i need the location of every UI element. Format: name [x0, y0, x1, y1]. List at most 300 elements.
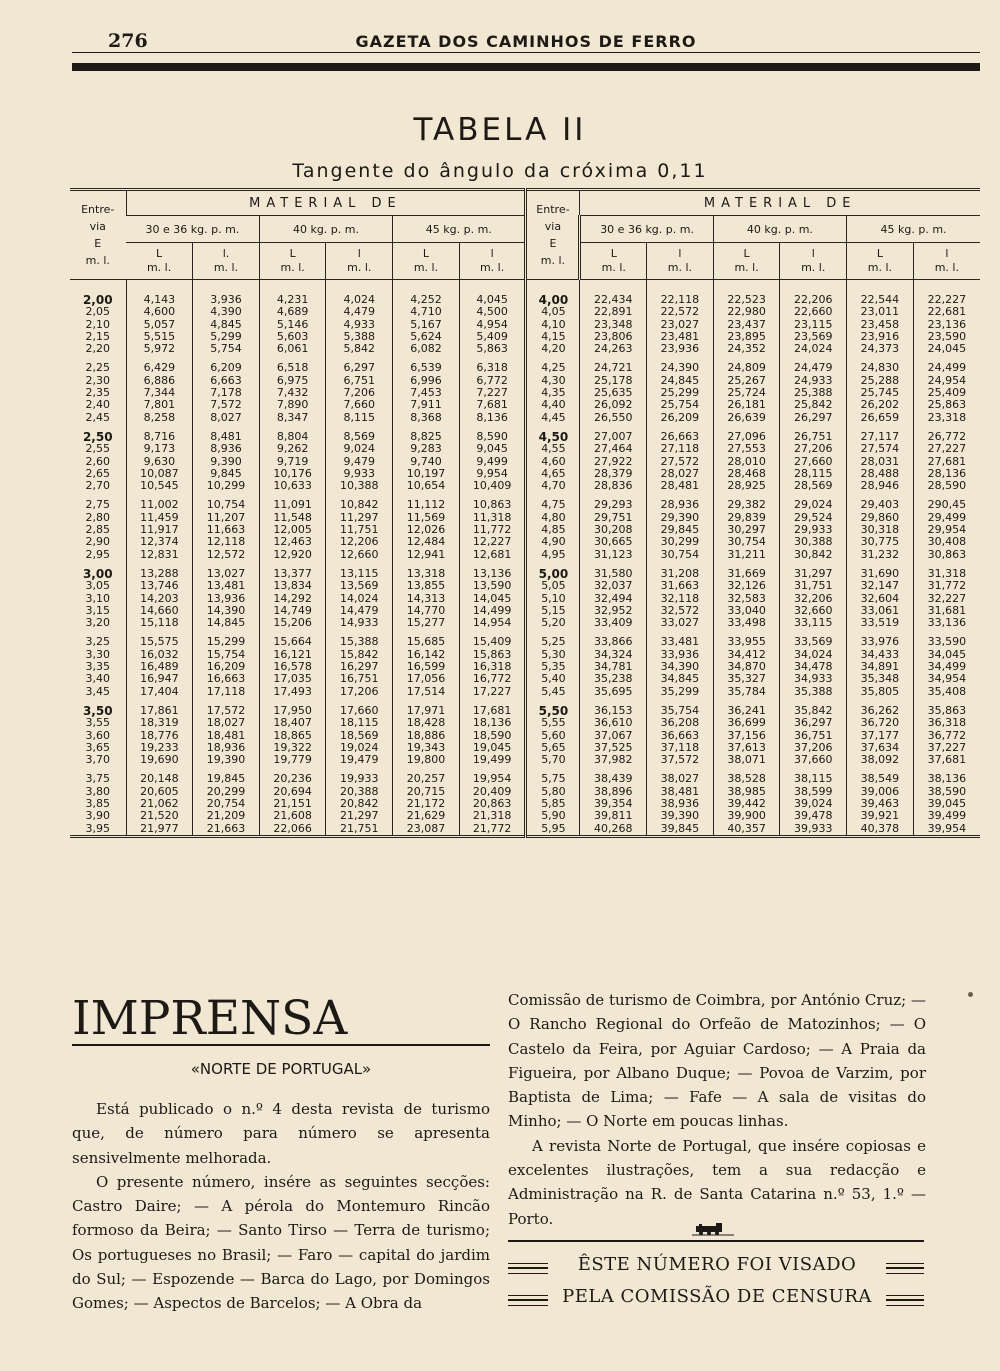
table-cell: 25,635: [580, 387, 647, 399]
table-cell: 15,863: [459, 649, 526, 661]
table-cell: 22,572: [647, 306, 714, 318]
table-cell: 34,870: [713, 661, 780, 673]
table-cell: 10,863: [459, 492, 526, 511]
table-cell: 6,209: [193, 355, 260, 374]
table-cell: 11,459: [126, 512, 193, 524]
table-cell: 12,484: [393, 536, 460, 548]
table-cell: 30,775: [847, 536, 914, 548]
table-row: [70, 375, 980, 387]
table-cell: 33,409: [580, 617, 647, 629]
table-cell: 8,136: [459, 412, 526, 424]
table-cell: 35,805: [847, 686, 914, 698]
table-cell: 16,121: [259, 649, 326, 661]
table-row: [70, 766, 980, 785]
table-cell: 4,15: [526, 331, 580, 343]
table-cell: 23,806: [580, 331, 647, 343]
table-cell: 18,569: [326, 730, 393, 742]
table-cell: 17,514: [393, 686, 460, 698]
table-cell: 4,60: [526, 456, 580, 468]
table-cell: 31,580: [580, 561, 647, 580]
table-cell: 36,153: [580, 698, 647, 717]
table-cell: 19,800: [393, 754, 460, 766]
table-cell: 4,500: [459, 306, 526, 318]
table-cell: 31,772: [913, 580, 980, 592]
table-cell: 15,388: [326, 629, 393, 648]
table-cell: 7,890: [259, 399, 326, 411]
table-cell: 12,920: [259, 549, 326, 561]
table-cell: 3,90: [85, 809, 110, 823]
table-cell: 21,172: [393, 798, 460, 810]
table-cell: 7,911: [393, 399, 460, 411]
table-cell: 14,660: [126, 605, 193, 617]
table-cell: 17,950: [259, 698, 326, 717]
article-subheading: «NORTE DE PORTUGAL»: [190, 1060, 372, 1078]
table-row: [70, 443, 980, 455]
table-cell: 8,716: [126, 424, 193, 443]
table-cell: 35,299: [647, 686, 714, 698]
table-cell: 28,569: [780, 480, 847, 492]
table-row: [70, 480, 980, 492]
table-cell: 19,024: [326, 742, 393, 754]
table-cell: 12,227: [459, 536, 526, 548]
table-cell: 2,80: [85, 510, 110, 524]
table-cell: 5,409: [459, 331, 526, 343]
table-cell: 19,479: [326, 754, 393, 766]
table-cell: 34,024: [780, 649, 847, 661]
entrevia-header-left: Entre- via E m. l.: [81, 203, 115, 267]
table-cell: 35,695: [580, 686, 647, 698]
table-cell: 12,660: [326, 549, 393, 561]
table-cell: 21,520: [126, 810, 193, 822]
table-cell: 17,227: [459, 686, 526, 698]
table-cell: 23,590: [913, 331, 980, 343]
table-cell: 5,842: [326, 343, 393, 355]
table-cell: 12,206: [326, 536, 393, 548]
table-cell: 9,173: [126, 443, 193, 455]
table-cell: 17,572: [193, 698, 260, 717]
table-row: [70, 629, 980, 648]
table-cell: 39,024: [780, 798, 847, 810]
table-cell: 23,569: [780, 331, 847, 343]
table-cell: 19,343: [393, 742, 460, 754]
table-cell: 20,257: [393, 766, 460, 785]
table-cell: 22,118: [647, 280, 714, 307]
table-cell: 14,499: [459, 605, 526, 617]
table-cell: 17,861: [126, 698, 193, 717]
table-cell: 26,209: [647, 412, 714, 424]
table-cell: 13,855: [393, 580, 460, 592]
table-cell: 9,390: [193, 456, 260, 468]
table-cell: 11,772: [459, 524, 526, 536]
table-cell: 15,118: [126, 617, 193, 629]
table-cell: 3,15: [85, 603, 110, 617]
table-cell: 5,603: [259, 331, 326, 343]
table-cell: 35,348: [847, 673, 914, 685]
table-cell: 34,499: [913, 661, 980, 673]
table-cell: 33,519: [847, 617, 914, 629]
table-cell: 10,654: [393, 480, 460, 492]
table-cell: 28,136: [913, 468, 980, 480]
table-cell: 33,866: [580, 629, 647, 648]
table-cell: 13,318: [393, 561, 460, 580]
table-cell: 40,378: [847, 823, 914, 837]
table-cell: 34,891: [847, 661, 914, 673]
censorship-text: ÊSTE NÚMERO FOI VISADO: [577, 1254, 857, 1275]
table-cell: 34,845: [647, 673, 714, 685]
table-cell: 27,118: [647, 443, 714, 455]
sub-header: l. m. l.: [193, 243, 260, 280]
table-cell: 4,600: [126, 306, 193, 318]
table-cell: 19,779: [259, 754, 326, 766]
table-cell: 31,663: [647, 580, 714, 592]
table-cell: 35,754: [647, 698, 714, 717]
table-cell: 34,324: [580, 649, 647, 661]
table-cell: 3,35: [85, 660, 110, 674]
table-cell: 4,20: [526, 343, 580, 355]
table-cell: 26,092: [580, 399, 647, 411]
table-cell: 2,10: [85, 317, 110, 331]
table-cell: 30,842: [780, 549, 847, 561]
table-cell: 4,25: [526, 355, 580, 374]
table-cell: 12,005: [259, 524, 326, 536]
table-cell: 2,75: [85, 498, 110, 512]
table-cell: 3,20: [85, 616, 110, 630]
table-cell: 39,933: [780, 823, 847, 837]
table-cell: 5,50: [526, 698, 580, 717]
table-cell: 15,206: [259, 617, 326, 629]
table-cell: 21,151: [259, 798, 326, 810]
table-cell: 32,604: [847, 593, 914, 605]
table-cell: 7,681: [459, 399, 526, 411]
table-cell: 39,442: [713, 798, 780, 810]
table-cell: 34,412: [713, 649, 780, 661]
table-cell: 37,177: [847, 730, 914, 742]
table-cell: 5,95: [526, 823, 580, 837]
table-cell: 40,268: [580, 823, 647, 837]
table-cell: 15,664: [259, 629, 326, 648]
table-cell: 13,936: [193, 593, 260, 605]
table-cell: 29,839: [713, 512, 780, 524]
table-cell: 10,087: [126, 468, 193, 480]
table-cell: 4,231: [259, 280, 326, 307]
header-rule-thin: [72, 52, 980, 53]
table-cell: 36,663: [647, 730, 714, 742]
table-cell: 32,572: [647, 605, 714, 617]
table-row: [70, 754, 980, 766]
table-cell: 7,344: [126, 387, 193, 399]
table-cell: 7,801: [126, 399, 193, 411]
table-cell: 39,390: [647, 810, 714, 822]
table-cell: 2,30: [85, 373, 110, 387]
article-paragraph: O presente número, insére as seguintes secções: Castro Daire; — A pérola do Montemuro Rincão formoso da Beira; — Santo Tirso — Terra de turismo; Os portugueses no Brasil; — Faro — capital do jardim do Sul; — Espozende — Barca do Lago, por Domingos Gomes; — Aspectos de Barcelos; — A Obra da: [72, 1172, 490, 1313]
table-cell: 22,066: [259, 823, 326, 837]
table-cell: 8,027: [193, 412, 260, 424]
table-cell: 4,390: [193, 306, 260, 318]
table-cell: 14,313: [393, 593, 460, 605]
table-cell: 33,955: [713, 629, 780, 648]
material-header-right: MATERIAL DE: [580, 190, 980, 216]
table-cell: 16,489: [126, 661, 193, 673]
table-cell: 4,954: [459, 319, 526, 331]
table-cell: 34,781: [580, 661, 647, 673]
page-mark: [968, 992, 973, 997]
table-cell: 11,091: [259, 492, 326, 511]
table-cell: 19,954: [459, 766, 526, 785]
table-cell: 5,70: [526, 754, 580, 766]
table-row: [70, 593, 980, 605]
table-cell: 40,357: [713, 823, 780, 837]
table-cell: 14,933: [326, 617, 393, 629]
table-cell: 6,663: [193, 375, 260, 387]
table-cell: 4,65: [526, 468, 580, 480]
table-cell: 14,024: [326, 593, 393, 605]
table-cell: 24,263: [580, 343, 647, 355]
table-cell: 14,045: [459, 593, 526, 605]
table-cell: 24,390: [647, 355, 714, 374]
table-cell: 11,548: [259, 512, 326, 524]
table-cell: 25,842: [780, 399, 847, 411]
table-cell: 29,954: [913, 524, 980, 536]
table-cell: 36,241: [713, 698, 780, 717]
table-cell: 27,007: [580, 424, 647, 443]
table-cell: 23,437: [713, 319, 780, 331]
table-cell: 2,35: [85, 386, 110, 400]
table-cell: 5,10: [526, 593, 580, 605]
table-cell: 15,299: [193, 629, 260, 648]
table-cell: 30,297: [713, 524, 780, 536]
table-row: [70, 331, 980, 343]
sub-header: L m. l.: [580, 243, 647, 280]
table-cell: 18,136: [459, 717, 526, 729]
table-cell: 24,499: [913, 355, 980, 374]
table-cell: 2,85: [85, 523, 110, 537]
group-header: 30 e 36 kg. p. m.: [126, 216, 259, 243]
table-cell: 30,208: [580, 524, 647, 536]
table-cell: 32,126: [713, 580, 780, 592]
table-row: [70, 810, 980, 822]
article-paragraph-continued: Comissão de turismo de Coimbra, por António Cruz; — O Rancho Regional do Orfeão de Matozinhos; — O Castelo da Feira, por Aguiar Cardoso; — A Praia da Figueira, por Albano Duque; — Povoa de Varzim, por Baptista de Lima; — Fafe — A sala de visitas do Minho; — O Norte em poucas linhas.: [508, 991, 926, 1131]
table-row: [70, 673, 980, 685]
rule-ornament: [508, 1263, 548, 1274]
table-cell: 11,569: [393, 512, 460, 524]
table-cell: 8,569: [326, 424, 393, 443]
table-cell: 25,409: [913, 387, 980, 399]
table-cell: 3,95: [85, 821, 110, 835]
table-cell: 2,05: [85, 305, 110, 319]
table-cell: 29,499: [913, 512, 980, 524]
table-cell: 16,142: [393, 649, 460, 661]
table-cell: 27,572: [647, 456, 714, 468]
table-cell: 22,544: [847, 280, 914, 307]
table-row: [70, 717, 980, 729]
table-cell: 9,283: [393, 443, 460, 455]
table-cell: 9,479: [326, 456, 393, 468]
table-cell: 5,25: [526, 629, 580, 648]
table-cell: 4,50: [526, 424, 580, 443]
table-cell: 4,45: [526, 412, 580, 424]
table-cell: 8,825: [393, 424, 460, 443]
table-cell: 4,479: [326, 306, 393, 318]
table-cell: 2,55: [85, 442, 110, 456]
table-cell: 25,178: [580, 375, 647, 387]
table-cell: 39,478: [780, 810, 847, 822]
table-cell: 4,00: [526, 280, 580, 307]
table-cell: 16,578: [259, 661, 326, 673]
table-cell: 19,233: [126, 742, 193, 754]
table-cell: 17,035: [259, 673, 326, 685]
table-cell: 7,453: [393, 387, 460, 399]
table-cell: 5,15: [526, 605, 580, 617]
table-cell: 28,836: [580, 480, 647, 492]
table-cell: 9,845: [193, 468, 260, 480]
table-cell: 4,90: [526, 536, 580, 548]
table-cell: 20,842: [326, 798, 393, 810]
table-cell: 31,123: [580, 549, 647, 561]
table-cell: 5,40: [526, 673, 580, 685]
table-cell: 14,203: [126, 593, 193, 605]
table-cell: 6,539: [393, 355, 460, 374]
table-row: [70, 561, 980, 580]
table-cell: 12,026: [393, 524, 460, 536]
table-row: [70, 280, 980, 307]
article-paragraph: A revista Norte de Portugal, que insére copiosas e excelentes ilustrações, tem a sua redacção e Administração na R. de Santa Catarina n.º 53, 1.º — Porto.: [508, 1136, 926, 1228]
table-cell: 38,599: [780, 786, 847, 798]
table-cell: 19,499: [459, 754, 526, 766]
table-cell: 16,599: [393, 661, 460, 673]
table-cell: 19,845: [193, 766, 260, 785]
table-cell: 29,524: [780, 512, 847, 524]
table-cell: 30,318: [847, 524, 914, 536]
table-cell: 31,690: [847, 561, 914, 580]
table-cell: 5,05: [526, 580, 580, 592]
table-cell: 28,468: [713, 468, 780, 480]
table-cell: 5,80: [526, 786, 580, 798]
table-cell: 10,299: [193, 480, 260, 492]
header-rule-thick: [72, 63, 980, 71]
table-cell: 9,630: [126, 456, 193, 468]
table-cell: 29,933: [780, 524, 847, 536]
table-cell: 38,549: [847, 766, 914, 785]
article-left-column: [72, 1097, 490, 1316]
table-cell: 11,917: [126, 524, 193, 536]
table-cell: 38,439: [580, 766, 647, 785]
table-cell: 10,388: [326, 480, 393, 492]
table-cell: 36,720: [847, 717, 914, 729]
table-cell: 29,403: [847, 492, 914, 511]
table-cell: 5,146: [259, 319, 326, 331]
table-cell: 22,523: [713, 280, 780, 307]
table-cell: 17,681: [459, 698, 526, 717]
journal-title: GAZETA DOS CAMINHOS DE FERRO: [355, 32, 697, 51]
table-cell: 2,45: [85, 410, 110, 424]
table-cell: 28,590: [913, 480, 980, 492]
table-cell: 5,20: [526, 617, 580, 629]
table-cell: 34,933: [780, 673, 847, 685]
article-paragraph: Está publicado o n.º 4 desta revista de turismo que, de número para número se apresenta sensivelmente melhorada.: [72, 1100, 490, 1167]
table-cell: 20,715: [393, 786, 460, 798]
table-cell: 37,067: [580, 730, 647, 742]
sub-header: l m. l.: [647, 243, 714, 280]
section-heading: IMPRENSA: [72, 991, 348, 1046]
table-cell: 28,115: [780, 468, 847, 480]
table-row: [70, 399, 980, 411]
table-cell: 38,027: [647, 766, 714, 785]
table-cell: 35,784: [713, 686, 780, 698]
table-cell: 10,754: [193, 492, 260, 511]
sub-header: l m. l.: [913, 243, 980, 280]
table-cell: 33,040: [713, 605, 780, 617]
table-row: [70, 343, 980, 355]
page-number: 276: [108, 30, 148, 52]
table-cell: 12,681: [459, 549, 526, 561]
table-cell: 19,933: [326, 766, 393, 785]
table-cell: 36,262: [847, 698, 914, 717]
table-cell: 9,262: [259, 443, 326, 455]
table-cell: 7,227: [459, 387, 526, 399]
table-cell: 27,117: [847, 424, 914, 443]
table-cell: 5,60: [526, 730, 580, 742]
table-cell: 37,118: [647, 742, 714, 754]
table-cell: 38,481: [647, 786, 714, 798]
table-cell: 21,318: [459, 810, 526, 822]
table-cell: 4,10: [526, 319, 580, 331]
table-cell: 2,00: [82, 293, 113, 307]
table-row: [70, 549, 980, 561]
table-cell: 8,368: [393, 412, 460, 424]
table-row: [70, 536, 980, 548]
table-cell: 34,478: [780, 661, 847, 673]
table-cell: 30,665: [580, 536, 647, 548]
table-cell: 290,45: [913, 492, 980, 511]
table-cell: 9,719: [259, 456, 326, 468]
censorship-line: [508, 1254, 924, 1282]
table-cell: 35,842: [780, 698, 847, 717]
table-cell: 17,206: [326, 686, 393, 698]
table-cell: 3,80: [85, 784, 110, 798]
table-cell: 3,45: [85, 684, 110, 698]
table-cell: 33,936: [647, 649, 714, 661]
table-cell: 12,463: [259, 536, 326, 548]
table-cell: 34,045: [913, 649, 980, 661]
table-cell: 26,772: [913, 424, 980, 443]
table-cell: 33,590: [913, 629, 980, 648]
table-cell: 6,061: [259, 343, 326, 355]
table-cell: 38,985: [713, 786, 780, 798]
table-cell: 13,481: [193, 580, 260, 592]
table-cell: 37,525: [580, 742, 647, 754]
table-cell: 8,590: [459, 424, 526, 443]
table-cell: 31,751: [780, 580, 847, 592]
table-cell: 31,208: [647, 561, 714, 580]
table-cell: 31,232: [847, 549, 914, 561]
table-cell: 3,40: [85, 672, 110, 686]
table-cell: 10,197: [393, 468, 460, 480]
table-cell: 35,238: [580, 673, 647, 685]
table-cell: 27,206: [780, 443, 847, 455]
table-cell: 26,663: [647, 424, 714, 443]
table-cell: 25,863: [913, 399, 980, 411]
table-cell: 13,115: [326, 561, 393, 580]
table-cell: 37,156: [713, 730, 780, 742]
sub-header: l m. l.: [326, 243, 393, 280]
table-cell: 14,292: [259, 593, 326, 605]
table-cell: 2,20: [85, 342, 110, 356]
table-cell: 13,288: [126, 561, 193, 580]
table-cell: 28,488: [847, 468, 914, 480]
table-cell: 25,288: [847, 375, 914, 387]
table-cell: 36,772: [913, 730, 980, 742]
table-cell: 25,267: [713, 375, 780, 387]
